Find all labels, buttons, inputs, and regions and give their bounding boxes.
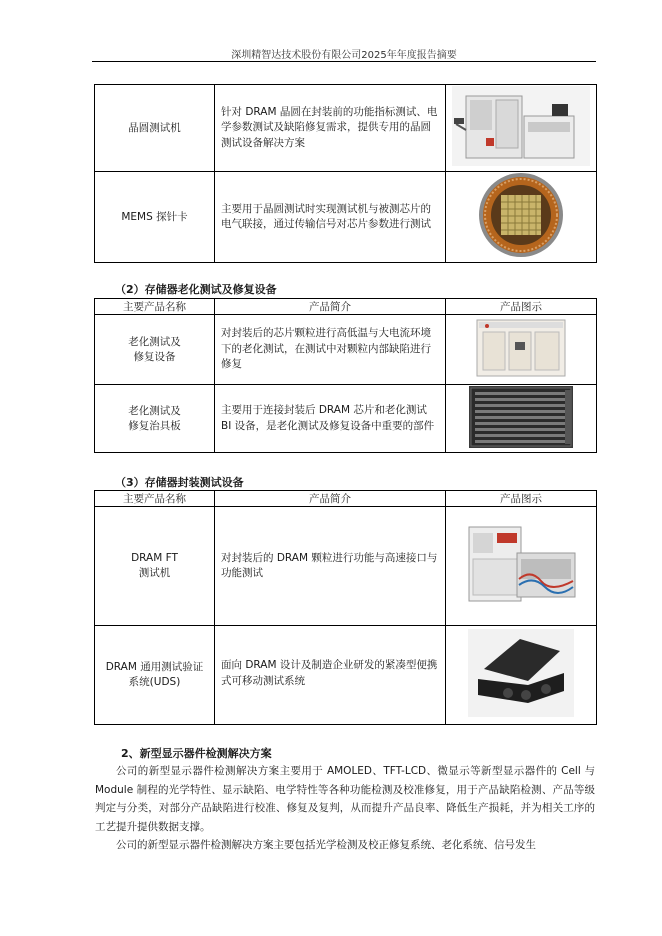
product-name: MEMS 探针卡 bbox=[95, 172, 215, 263]
table-row bbox=[95, 507, 597, 626]
product-description: 主要用于连接封装后 DRAM 芯片和老化测试 BI 设备，是老化测试及修复设备中重要的部件 bbox=[215, 385, 446, 453]
section-title: （3）存储器封装测试设备 bbox=[115, 476, 244, 489]
column-header: 产品图示 bbox=[446, 299, 597, 315]
burn-in-table bbox=[94, 298, 597, 453]
page-header: 深圳精智达技术股份有限公司2025年年度报告摘要 bbox=[231, 50, 457, 61]
section-title: （2）存储器老化测试及修复设备 bbox=[115, 283, 277, 296]
column-header: 主要产品名称 bbox=[95, 491, 215, 507]
burn-in-equipment-image bbox=[446, 315, 597, 385]
product-name bbox=[95, 507, 215, 626]
column-header: 产品图示 bbox=[446, 491, 597, 507]
product-name bbox=[95, 385, 215, 453]
section-title: 2、新型显示器件检测解决方案 bbox=[121, 747, 272, 760]
wafer-tester-image bbox=[446, 85, 597, 172]
table-header-row bbox=[95, 299, 597, 315]
table-row bbox=[95, 385, 597, 453]
product-name-line2: 修复治具板 bbox=[128, 419, 181, 432]
product-name-line1: 老化测试及 bbox=[128, 404, 181, 417]
package-test-table bbox=[94, 490, 597, 725]
product-name bbox=[95, 315, 215, 385]
ft-tester-image bbox=[446, 507, 597, 626]
header-divider bbox=[92, 61, 596, 62]
wafer-test-table bbox=[94, 84, 597, 263]
probe-card-image bbox=[446, 172, 597, 263]
product-description: 对封装后的 DRAM 颗粒进行功能与高速接口与功能测试 bbox=[215, 507, 446, 626]
product-name-line2: 修复设备 bbox=[133, 350, 176, 363]
column-header: 主要产品名称 bbox=[95, 299, 215, 315]
paragraph: 公司的新型显示器件检测解决方案主要包括光学检测及校正修复系统、老化系统、信号发生 bbox=[116, 839, 536, 851]
product-description: 对封装后的芯片颗粒进行高低温与大电流环境下的老化测试，在测试中对颗粒内部缺陷进行修复 bbox=[215, 315, 446, 385]
product-name: 晶圆测试机 bbox=[95, 85, 215, 172]
product-description: 主要用于晶圆测试时实现测试机与被测芯片的电气联接，通过传输信号对芯片参数进行测试 bbox=[215, 172, 446, 263]
product-name-line1: DRAM FT bbox=[131, 552, 178, 564]
product-description: 面向 DRAM 设计及制造企业研发的紧凑型便携式可移动测试系统 bbox=[215, 626, 446, 725]
product-name-line2: 测试机 bbox=[138, 567, 171, 579]
product-name bbox=[95, 626, 215, 725]
product-description: 针对 DRAM 晶圆在封装前的功能指标测试、电学参数测试及缺陷修复需求，提供专用的晶圆测试设备解决方案 bbox=[215, 85, 446, 172]
column-header: 产品简介 bbox=[215, 299, 446, 315]
burn-in-board-image bbox=[446, 385, 597, 453]
uds-image bbox=[446, 626, 597, 725]
product-name-line2: 系统(UDS) bbox=[128, 676, 181, 688]
product-name-line1: DRAM 通用测试验证 bbox=[105, 661, 204, 673]
table-row bbox=[95, 172, 597, 263]
table-row bbox=[95, 315, 597, 385]
table-row bbox=[95, 85, 597, 172]
paragraph: 公司的新型显示器件检测解决方案主要用于 AMOLED、TFT-LCD、微显示等新型显示器件的 Cell 与 Module 制程的光学特性、显示缺陷、电学特性等各种功能检测及校准修复，用于产品缺陷检测、产品等级判定与分类，对部分产品缺陷进行校准、修复及复判，从而提升产品良率、降低生产损耗，并为相关工序的工艺提升提供数据支撑。 bbox=[95, 765, 595, 833]
table-row bbox=[95, 626, 597, 725]
product-name-line1: 老化测试及 bbox=[128, 335, 181, 348]
column-header: 产品简介 bbox=[215, 491, 446, 507]
table-header-row bbox=[95, 491, 597, 507]
